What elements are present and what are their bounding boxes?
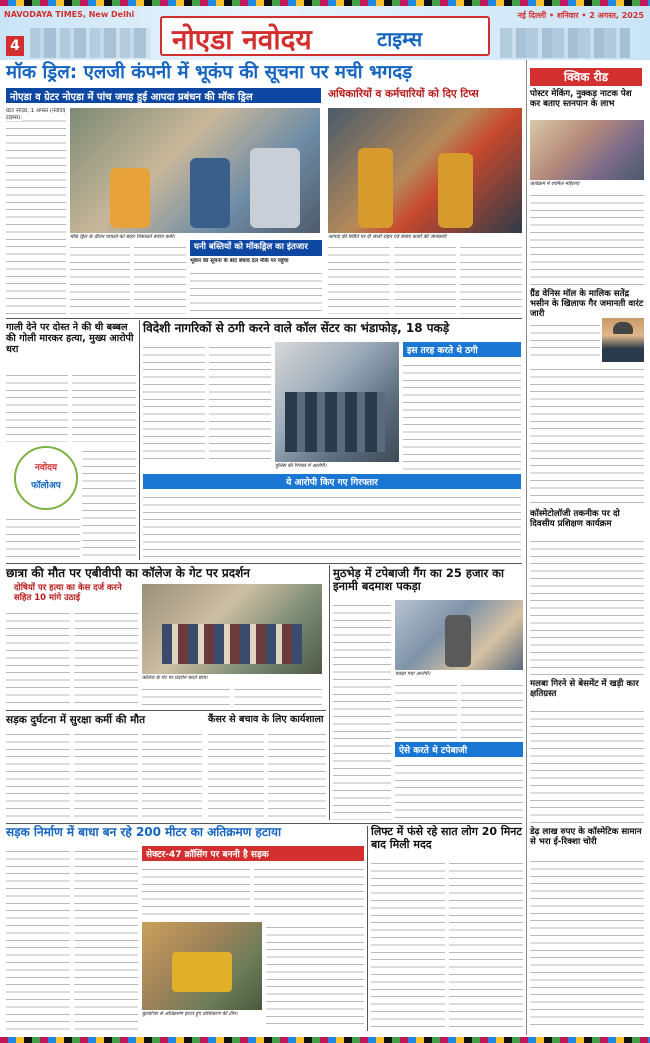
lift-headline: लिफ्ट में फंसे रहे सात लोग 20 मिनट बाद मिली मदद — [371, 825, 522, 851]
road-body-3 — [142, 729, 202, 819]
divider — [139, 320, 140, 560]
gang-photo — [395, 600, 523, 670]
sidebar-body-2b — [530, 364, 644, 508]
quick-read-title: क्विक रीड — [530, 68, 642, 86]
color-strip-bottom — [0, 1037, 650, 1043]
student-body-4 — [234, 684, 322, 706]
sidebar-body-4 — [530, 706, 644, 824]
construction-headline: सड़क निर्माण में बाधा बन रहे 200 मीटर का अतिक्रमण हटाया — [6, 825, 282, 839]
badge-top-text: नवोदय — [34, 463, 58, 473]
sidebar-photo-1 — [530, 120, 644, 180]
callcenter-photo — [275, 342, 399, 462]
gang-body-2 — [395, 680, 457, 740]
sidebar-headline-5: डेढ़ लाख रुपए के कॉस्मेटिक सामान से भरा ई-रिक्शा चोरी — [530, 827, 642, 847]
firefighter-figure — [438, 153, 473, 228]
road-headline: सड़क दुर्घटना में सुरक्षा कर्मी की मौत — [6, 714, 146, 726]
divider — [367, 826, 368, 1031]
divider — [6, 318, 522, 319]
lead-photo-1 — [70, 108, 320, 233]
cancer-body-1 — [208, 729, 264, 819]
sidebar-body-5 — [530, 856, 644, 1031]
accused-bar: ये आरोपी किए गए गिरफ्तार — [143, 474, 521, 489]
gali-headline: गाली देने पर दोस्त ने की थी बब्बल की गोली मारकर हत्या, मुख्य आरोपी धरा — [6, 322, 134, 356]
sidebar-headline-4: मलबा गिरने से बेसमेंट में खड़ी कार क्षतिग्रस्त — [530, 679, 639, 699]
arrested-group-figures — [285, 392, 385, 452]
student-body-2 — [74, 608, 138, 706]
sidebar-body-2a — [530, 320, 600, 360]
construction-body-3 — [142, 864, 250, 919]
lead-photo-1-caption: मॉक ड्रिल के दौरान घायलों को बाहर निकालते बचाव कर्मी। — [70, 234, 176, 240]
student-body-1 — [6, 608, 70, 706]
callcenter-bar: इस तरह करते थे ठगी — [403, 342, 521, 357]
gang-body-4 — [395, 760, 523, 820]
ghani-body — [190, 268, 322, 314]
ghani-byline: भूकंप की सूचना के बाद बचाव दल मौके पर पहुंचा — [190, 258, 289, 264]
gali-body-2 — [72, 370, 136, 442]
page-number: 4 — [6, 36, 24, 56]
lead-subhead: नोएडा व ग्रेटर नोएडा में पांच जगह हुई आपदा प्रबंधन की मॉक ड्रिल — [6, 88, 321, 103]
callcenter-body-2 — [209, 342, 271, 460]
masthead — [0, 6, 650, 60]
callcenter-body-3 — [403, 360, 521, 472]
student-body-3 — [142, 684, 230, 706]
callcenter-caption: पुलिस की गिरफ्त में आरोपी। — [275, 463, 327, 469]
construction-caption: बुलडोजर से अतिक्रमण हटाते हुए प्राधिकरण की टीम। — [142, 1011, 238, 1017]
road-body-1 — [6, 729, 70, 819]
lead-body-col-2 — [70, 242, 130, 314]
protesters-figures — [162, 624, 302, 664]
sidebar-portrait — [602, 318, 644, 362]
followup-badge — [14, 446, 78, 510]
student-headline: छात्रा की मौत पर एबीवीपी का कॉलेज के गेट पर प्रदर्शन — [6, 566, 250, 580]
gang-headline: मुठभेड़ में टपेबाजी गैंग का 25 हजार का इनामी बदमाश पकड़ा — [333, 566, 504, 594]
accused-figure — [445, 615, 471, 667]
sidebar-body-3 — [530, 536, 644, 676]
gang-body-1 — [333, 600, 391, 820]
lead-subhead-2: अधिकारियों व कर्मचारियों को दिए टिप्स — [328, 88, 479, 100]
construction-body-4 — [254, 864, 364, 919]
cancer-body-2 — [268, 729, 326, 819]
callcenter-body-4 — [143, 492, 521, 560]
construction-body-2 — [74, 846, 138, 1031]
divider — [6, 710, 326, 711]
crowd-figure — [250, 148, 300, 228]
callcenter-headline: विदेशी नागरिकों से ठगी करने वाले कॉल सेंटर का भंडाफोड़, 18 पकड़े — [143, 321, 450, 335]
firefighter-figure — [358, 148, 393, 228]
officer-figure — [190, 158, 230, 228]
skyline-graphic-left — [30, 28, 150, 58]
student-caption: कॉलेज के गेट पर प्रदर्शन करते छात्र। — [142, 675, 208, 681]
sidebar-headline-1: पोस्टर मेकिंग, नुक्कड़ नाटक पेश कर बताए स्तनपान के लाभ — [530, 89, 632, 109]
construction-body-1 — [6, 846, 70, 1031]
lead-headline: मॉक ड्रिल: एलजी कंपनी में भूकंप की सूचना पर मची भगदड़ — [6, 62, 413, 83]
turban-figure — [613, 322, 633, 334]
sidebar-headline-3: कॉस्मेटोलॉजी तकनीक पर दो दिवसीय प्रशिक्षण कार्यक्रम — [530, 509, 620, 529]
badge-bottom-text: फॉलोअप — [31, 481, 61, 491]
gali-body-1 — [6, 370, 68, 442]
newspaper-logo — [160, 16, 490, 56]
lead-body-col-4 — [328, 242, 390, 314]
lift-body-2 — [449, 858, 523, 1031]
lead-body-col-6 — [460, 242, 522, 314]
masthead-top-left: NAVODAYA TIMES, New Delhi — [4, 10, 135, 19]
divider — [329, 565, 330, 820]
gang-bar: ऐसे करते थे टपेबाजी — [395, 742, 523, 757]
road-body-2 — [74, 729, 138, 819]
divider — [6, 563, 522, 564]
logo-main: नोएडा नवोदय — [172, 23, 312, 56]
bulldozer-figure — [172, 952, 232, 992]
lift-body-1 — [371, 858, 445, 1031]
logo-sub: टाइम्स — [377, 27, 423, 51]
cancer-headline: कैंसर से बचाव के लिए कार्यशाला — [208, 714, 324, 725]
skyline-graphic-right — [500, 28, 630, 58]
gang-body-3 — [461, 680, 523, 740]
construction-body-5 — [266, 922, 364, 1030]
student-photo — [142, 584, 322, 674]
gali-body-3 — [82, 446, 136, 560]
divider — [6, 823, 522, 824]
sidebar-caption-1: कार्यक्रम में शामिल महिलाएं — [530, 181, 580, 187]
gang-caption: पकड़ा गया आरोपी। — [395, 671, 431, 677]
construction-photo — [142, 922, 262, 1010]
ghani-headline: घनी बस्तियों को मॉकड्रिल का इंतजार — [190, 240, 322, 256]
lead-photo-2 — [328, 108, 522, 233]
date-line: नई दिल्ली • शनिवार • 2 अगस्त, 2025 — [517, 11, 644, 20]
sidebar-headline-2: ग्रैंड वेनिस मॉल के मालिक सतेंद्र भसीन के खिलाफ गैर जमानती वारंट जारी — [530, 289, 644, 319]
lead-photo-2-caption: आपदा की स्थिति पर दी जाती राहत एवं बचाव कार्यों की जानकारी — [328, 234, 447, 240]
lead-body-col-3 — [134, 242, 186, 314]
rescuer-figure — [110, 168, 150, 228]
lead-byline: ग्रेटर नोएडा, 1 अगस्त (नवोदय टाइम्स): — [6, 108, 66, 122]
sidebar-body-1 — [530, 190, 644, 286]
lead-body-col-5 — [394, 242, 456, 314]
student-subhead: दोषियों पर हत्या का केस दर्ज करने सहित 10 मांगे उठाई — [14, 583, 122, 603]
callcenter-body-1 — [143, 342, 205, 460]
gali-body-4 — [6, 514, 80, 560]
construction-bar: सेक्टर-47 क्रॉसिंग पर बननी है सड़क — [142, 846, 364, 861]
lead-body-col-1 — [6, 108, 66, 314]
